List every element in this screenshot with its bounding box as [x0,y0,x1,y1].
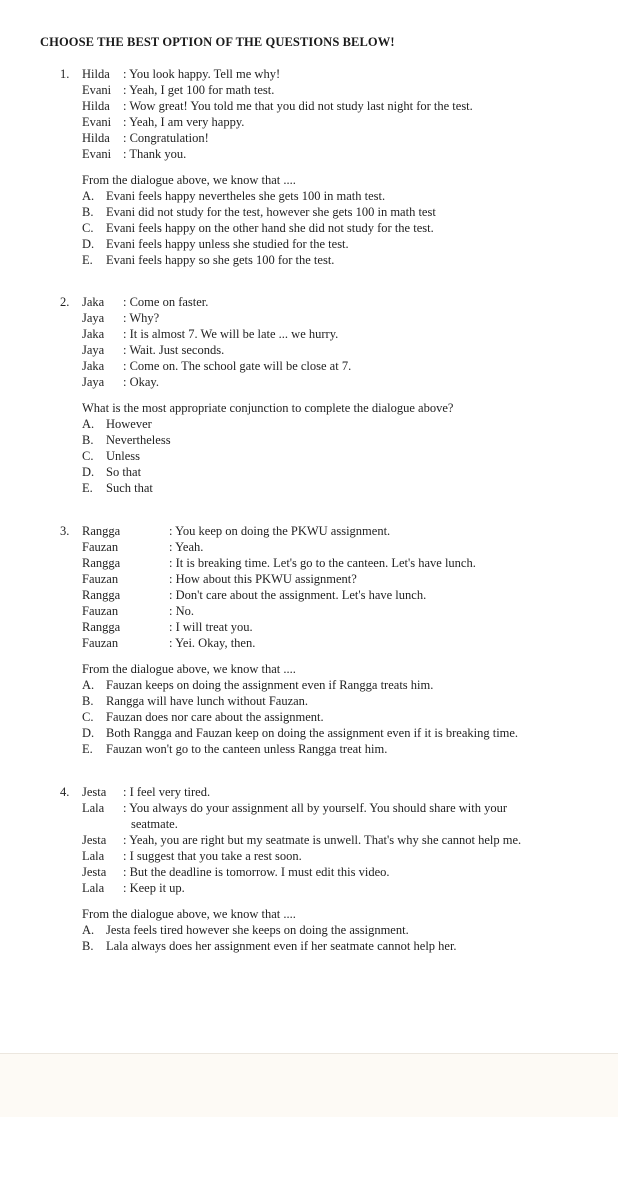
dialogue-text: : Come on. The school gate will be close at 7. [123,359,352,373]
answer-option-a[interactable] [60,416,615,432]
option-letter: B. [82,205,94,219]
dialogue-text: : I will treat you. [169,620,253,634]
question-2 [60,294,615,496]
speaker-name: Jaya [82,375,105,389]
dialogue-line [60,326,615,342]
question-prompt: From the dialogue above, we know that .... [82,173,296,187]
option-letter: B. [82,433,94,447]
speaker-name: Evani [82,147,112,161]
option-letter: C. [82,710,94,724]
speaker-name: Lala [82,881,105,895]
dialogue-text: : Don't care about the assignment. Let's have lunch. [169,588,427,602]
dialogue-text: : It is breaking time. Let's go to the canteen. Let's have lunch. [169,556,476,570]
dialogue-text: : You always do your assignment all by yourself. You should share with your [123,801,508,815]
option-text: Both Rangga and Fauzan keep on doing the assignment even if it is breaking time. [106,726,519,740]
speaker-name: Jesta [82,785,107,799]
dialogue-text: : Congratulation! [123,131,209,145]
dialogue-line [60,82,615,98]
answer-option-d[interactable] [60,464,615,480]
dialogue-text: : But the deadline is tomorrow. I must edit this video. [123,865,390,879]
dialogue-text: : Yeah, I am very happy. [123,115,245,129]
option-letter: C. [82,449,94,463]
answer-option-a[interactable] [60,677,615,693]
speaker-name: Rangga [82,556,121,570]
answer-option-a[interactable] [60,188,615,204]
speaker-name: Rangga [82,620,121,634]
dialogue-text: : Yei. Okay, then. [169,636,256,650]
dialogue-line [60,342,615,358]
speaker-name: Rangga [82,524,121,538]
option-text: Jesta feels tired however she keeps on doing the assignment. [106,923,409,937]
answer-option-b[interactable] [60,204,615,220]
answer-option-c[interactable] [60,220,615,236]
dialogue-text: : I suggest that you take a rest soon. [123,849,302,863]
dialogue-line [60,66,615,82]
option-letter: A. [82,923,95,937]
dialogue-text: : Yeah, I get 100 for math test. [123,83,275,97]
option-letter: A. [82,189,95,203]
speaker-name: Fauzan [82,540,119,554]
speaker-name: Jaya [82,343,105,357]
dialogue-text: : You look happy. Tell me why! [123,67,281,81]
dialogue-line [60,864,615,880]
dialogue-text: : Thank you. [123,147,187,161]
dialogue-line [60,571,615,587]
dialogue-text: : How about this PKWU assignment? [169,572,357,586]
option-letter: B. [82,939,94,953]
speaker-name: Jesta [82,865,107,879]
speaker-name: Hilda [82,99,110,113]
dialogue-text: : Okay. [123,375,159,389]
dialogue-line [60,635,615,651]
answer-option-c[interactable] [60,448,615,464]
question-number: 3. [60,524,70,538]
option-text: Fauzan won't go to the canteen unless Rangga treat him. [106,742,388,756]
page-title: CHOOSE THE BEST OPTION OF THE QUESTIONS BELOW! [40,35,395,49]
option-text: However [106,417,152,431]
dialogue-text: : Keep it up. [123,881,185,895]
dialogue-line [60,374,615,390]
option-text: Lala always does her assignment even if her seatmate cannot help her. [106,939,457,953]
dialogue-text: : You keep on doing the PKWU assignment. [169,524,391,538]
next-page-area [0,1117,618,1195]
speaker-name: Jesta [82,833,107,847]
dialogue-line [60,310,615,326]
answer-option-e[interactable] [60,480,615,496]
option-text: Fauzan keeps on doing the assignment even if Rangga treats him. [106,678,434,692]
dialogue-line [60,523,615,539]
dialogue-line [60,784,615,800]
option-letter: E. [82,742,93,756]
answer-option-a[interactable] [60,922,615,938]
dialogue-text: : Why? [123,311,160,325]
dialogue-line [60,848,615,864]
dialogue-text: : I feel very tired. [123,785,211,799]
dialogue-line [60,358,615,374]
speaker-name: Jaka [82,295,105,309]
option-text: Evani feels happy so she gets 100 for the test. [106,253,335,267]
dialogue-text: : Yeah, you are right but my seatmate is unwell. That's why she cannot help me. [123,833,522,847]
dialogue-line [60,800,615,816]
speaker-name: Evani [82,83,112,97]
question-prompt: From the dialogue above, we know that .... [82,907,296,921]
dialogue-text: : Wow great! You told me that you did not study last night for the test. [123,99,473,113]
answer-option-b[interactable] [60,938,615,954]
speaker-name: Jaya [82,311,105,325]
option-text: Evani feels happy on the other hand she did not study for the test. [106,221,434,235]
option-letter: D. [82,237,95,251]
speaker-name: Hilda [82,131,110,145]
option-letter: C. [82,221,94,235]
dialogue-text: : Wait. Just seconds. [123,343,225,357]
dialogue-line [60,146,615,162]
speaker-name: Hilda [82,67,110,81]
speaker-name: Rangga [82,588,121,602]
dialogue-line [60,603,615,619]
page-gap-band [0,1053,618,1118]
answer-option-e[interactable] [60,741,615,757]
dialogue-line [60,114,615,130]
option-letter: B. [82,694,94,708]
answer-option-d[interactable] [60,236,615,252]
dialogue-line [60,880,615,896]
question-3 [60,523,615,757]
dialogue-line-continuation [60,816,615,832]
speaker-name: Fauzan [82,636,119,650]
option-text: So that [106,465,142,479]
speaker-name: Jaka [82,327,105,341]
option-letter: E. [82,481,93,495]
option-letter: A. [82,417,95,431]
answer-option-c[interactable] [60,709,615,725]
option-letter: E. [82,253,93,267]
answer-option-e[interactable] [60,252,615,268]
question-number: 2. [60,295,70,309]
option-text: Nevertheless [106,433,171,447]
dialogue-line [60,130,615,146]
question-number: 1. [60,67,70,81]
question-prompt: From the dialogue above, we know that .... [82,662,296,676]
speaker-name: Fauzan [82,604,119,618]
answer-option-b[interactable] [60,693,615,709]
answer-option-d[interactable] [60,725,615,741]
option-text: Unless [106,449,141,463]
dialogue-text: : No. [169,604,194,618]
option-text: Rangga will have lunch without Fauzan. [106,694,309,708]
speaker-name: Lala [82,801,105,815]
dialogue-line [60,555,615,571]
dialogue-line [60,619,615,635]
dialogue-line [60,294,615,310]
dialogue-text: : Yeah. [169,540,204,554]
question-4 [60,784,615,954]
option-text: Evani feels happy unless she studied for the test. [106,237,349,251]
option-letter: D. [82,726,95,740]
dialogue-text: : Come on faster. [123,295,209,309]
dialogue-line [60,539,615,555]
question-prompt: What is the most appropriate conjunction to complete the dialogue above? [82,401,454,415]
question-number: 4. [60,785,70,799]
option-letter: A. [82,678,95,692]
speaker-name: Fauzan [82,572,119,586]
dialogue-text: seatmate. [131,817,178,831]
dialogue-line [60,98,615,114]
option-text: Fauzan does nor care about the assignment. [106,710,324,724]
dialogue-text: : It is almost 7. We will be late ... we hurry. [123,327,339,341]
question-1 [60,66,615,268]
answer-option-b[interactable] [60,432,615,448]
option-text: Evani feels happy nevertheles she gets 100 in math test. [106,189,386,203]
dialogue-line [60,587,615,603]
option-text: Evani did not study for the test, however she gets 100 in math test [106,205,436,219]
speaker-name: Lala [82,849,105,863]
speaker-name: Evani [82,115,112,129]
option-letter: D. [82,465,95,479]
option-text: Such that [106,481,153,495]
dialogue-line [60,832,615,848]
speaker-name: Jaka [82,359,105,373]
